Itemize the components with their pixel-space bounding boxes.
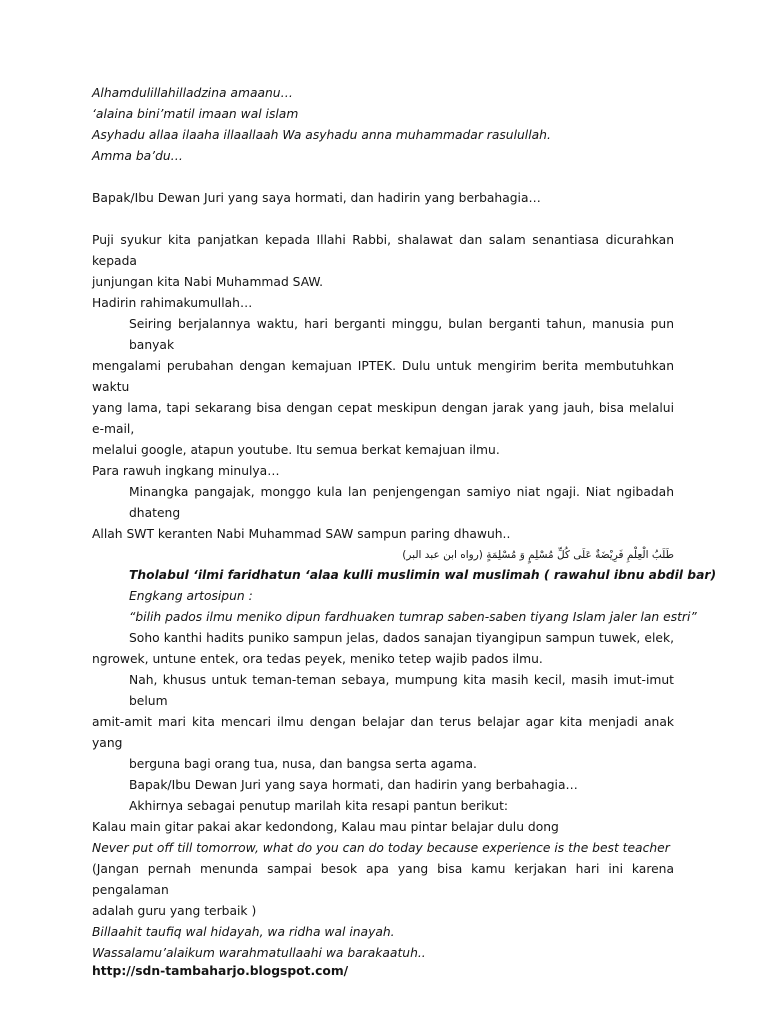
footer-url: http://sdn-tambaharjo.blogspot.com/ <box>92 964 349 978</box>
paragraph-4-line-1: Soho kanthi hadits puniko sampun jelas, dados sanajan tiyangipun sampun tuwek, elek, <box>129 631 674 645</box>
paragraph-5-line-2: amit-amit mari kita mencari ilmu dengan belajar dan terus belajar agar kita menjadi anak yang <box>92 715 674 750</box>
paragraph-3-line-2: Allah SWT keranten Nabi Muhammad SAW sampun paring dhawuh.. <box>92 527 511 541</box>
hadith-translation: “bilih pados ilmu meniko dipun fardhuaken tumrap saben-saben tiyang Islam jaler lan estri” <box>129 610 697 624</box>
paragraph-5-line-3: berguna bagi orang tua, nusa, dan bangsa serta agama. <box>129 757 477 771</box>
closing-line-2: Billaahit taufiq wal hidayah, wa ridha wal inayah. <box>92 925 395 939</box>
paragraph-2-line-4: melalui google, atapun youtube. Itu semua berkat kemajuan ilmu. <box>92 443 500 457</box>
paragraph-5-line-1: Nah, khusus untuk teman-teman sebaya, mumpung kita masih kecil, masih imut-imut belum <box>129 673 674 708</box>
proverb-translation-line-1: (Jangan pernah menunda sampai besok apa yang bisa kamu kerjakan hari ini karena pengalaman <box>92 862 674 897</box>
english-proverb: Never put off till tomorrow, what do you can do today because experience is the best teacher <box>92 841 670 855</box>
opening-line-4: Amma ba’du… <box>92 149 183 163</box>
greeting: Bapak/Ibu Dewan Juri yang saya hormati, dan hadirin yang berbahagia… <box>92 191 541 205</box>
hadith-artos-label: Engkang artosipun : <box>129 589 253 603</box>
greeting-2: Bapak/Ibu Dewan Juri yang saya hormati, dan hadirin yang berbahagia… <box>129 778 578 792</box>
pantun: Kalau main gitar pakai akar kedondong, Kalau mau pintar belajar dulu dong <box>92 820 559 834</box>
paragraph-1-line-3: Hadirin rahimakumullah… <box>92 296 253 310</box>
closing-line-3: Wassalamu’alaikum warahmatullaahi wa barakaatuh.. <box>92 946 426 960</box>
paragraph-2-line-2: mengalami perubahan dengan kemajuan IPTEK. Dulu untuk mengirim berita membutuhkan waktu <box>92 359 674 394</box>
paragraph-2-line-5: Para rawuh ingkang minulya… <box>92 464 280 478</box>
proverb-translation-line-2: adalah guru yang terbaik ) <box>92 904 257 918</box>
speech-document <box>92 83 717 964</box>
paragraph-4-line-2: ngrowek, untune entek, ora tedas peyek, meniko tetep wajib pados ilmu. <box>92 652 543 666</box>
paragraph-3-line-1: Minangka pangajak, monggo kula lan penjengengan samiyo niat ngaji. Niat ngibadah dhateng <box>129 485 674 520</box>
paragraph-2-line-1: Seiring berjalannya waktu, hari berganti minggu, bulan berganti tahun, manusia pun banyak <box>129 317 674 352</box>
paragraph-1-line-2: junjungan kita Nabi Muhammad SAW. <box>92 275 324 289</box>
hadith-latin: Tholabul ‘ilmi faridhatun ‘alaa kulli muslimin wal muslimah ( rawahul ibnu abdil bar) <box>129 568 717 582</box>
opening-line-1: Alhamdulillahilladzina amaanu… <box>92 86 293 100</box>
paragraph-1-line-1: Puji syukur kita panjatkan kepada Illahi Rabbi, shalawat dan salam senantiasa dicurahkan kepada <box>92 233 674 268</box>
closing-line-1: Akhirnya sebagai penutup marilah kita resapi pantun berikut: <box>129 799 509 813</box>
hadith-arabic: طَلَبُ الْعِلْمِ فَرِيْضَةٌ عَلَى كُلِّ مُسْلِمٍ وَ مُسْلِمَةٍ (رواه ابن عبد البر) <box>402 549 674 561</box>
opening-line-3: Asyhadu allaa ilaaha illaallaah Wa asyhadu anna muhammadar rasulullah. <box>92 128 551 142</box>
opening-line-2: ‘alaina bini’matil imaan wal islam <box>92 107 299 121</box>
paragraph-2-line-3: yang lama, tapi sekarang bisa dengan cepat meskipun dengan jarak yang jauh, bisa melalui e-mail, <box>92 401 674 436</box>
